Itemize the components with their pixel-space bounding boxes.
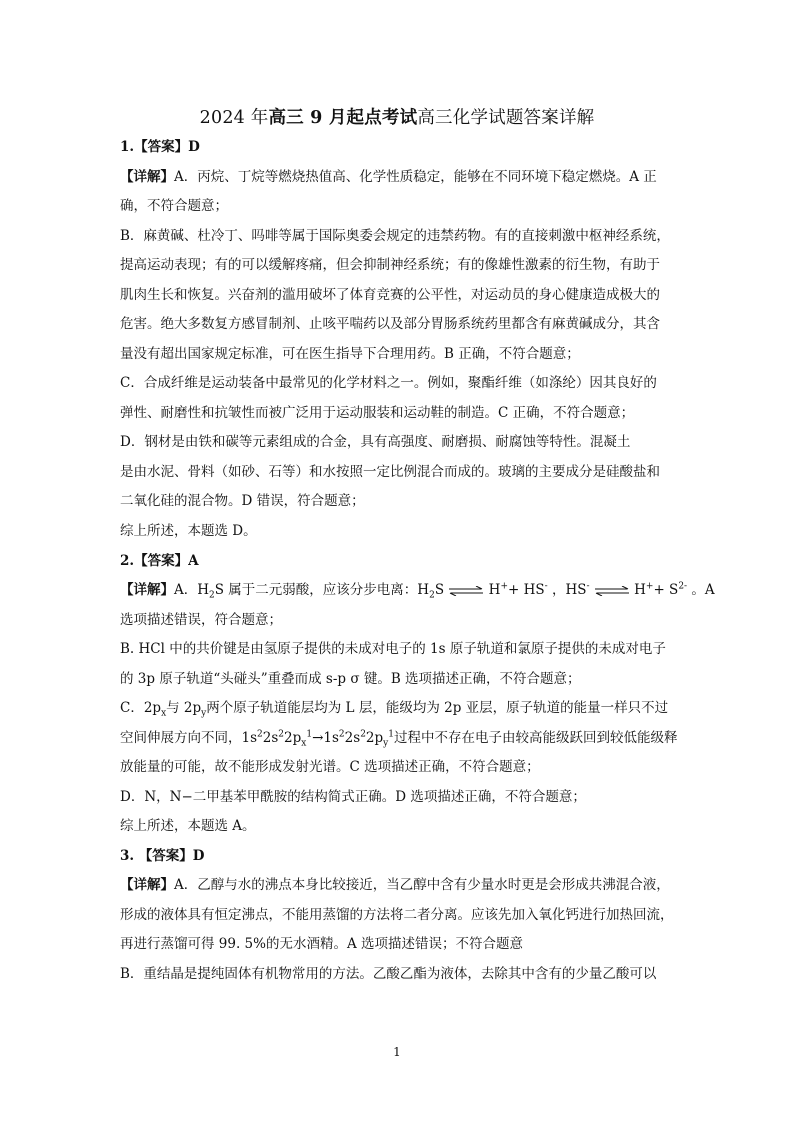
q1-line-1: 【详解】A．丙烷、丁烷等燃烧热值高、化学性质稳定，能够在不同环境下稳定燃烧。A 正	[120, 169, 657, 185]
equilibrium-arrow-icon	[594, 586, 630, 596]
q3-line-4: B．重结晶是提纯固体有机物常用的方法。乙酸乙酯为液体，去除其中含有的少量乙酸可以	[120, 966, 657, 982]
q1-line-4: 提高运动表现；有的可以缓解疼痛，但会抑制神经系统；有的像雄性激素的衍生物，有助于	[120, 257, 660, 273]
q2-line-2: 选项描述错误，符合题意；	[120, 612, 282, 628]
q1-line-3: B．麻黄碱、杜冷丁、吗啡等属于国际奥委会规定的违禁药物。有的直接刺激中枢神经系统，	[120, 228, 670, 244]
q2-detail-label: 【详解】	[120, 582, 174, 598]
q2-line-1: 【详解】A．$H_2S$ 属于二元弱酸，应该分步电离：$H_2S$ H++ HS- ，HS- $H^++ S^{2-}$ 。A	[120, 581, 715, 601]
q1-line-13: 综上所述，本题选 D。	[120, 523, 257, 539]
title-exam: 高三 9 月起点考试	[268, 108, 418, 128]
q3-line-1: 【详解】A．乙醇与水的沸点本身比较接近，当乙醇中含有少量水时更是会形成共沸混合液，	[120, 877, 670, 893]
equilibrium-arrow-icon	[448, 586, 484, 596]
q2-line-4: 的 3p 原子轨道“头碰头”重叠而成 s-p σ 键。B 选项描述正确，不符合题意；	[120, 671, 581, 687]
page-number: 1	[393, 1045, 401, 1059]
q2-line-9: 综上所述，本题选 A。	[120, 818, 256, 834]
title-subject: 高三化学试题答案详解	[417, 108, 595, 128]
q1-line-8: C．合成纤维是运动装备中最常见的化学材料之一。例如，聚酯纤维（如涤纶）因其良好的	[120, 375, 657, 391]
q1-answer: 1.【答案】D	[120, 139, 200, 155]
q1-line-5: 肌肉生长和恢复。兴奋剂的滥用破坏了体育竞赛的公平性，对运动员的身心健康造成极大的	[120, 287, 660, 303]
q1-line-7: 量没有超出国家规定标准，可在医生指导下合理用药。B 正确，不符合题意；	[120, 346, 580, 362]
q2-line-8: D．N，N−二甲基苯甲酰胺的结构简式正确。D 选项描述正确，不符合题意；	[120, 789, 586, 805]
q1-line-9: 弹性、耐磨性和抗皱性而被广泛用于运动服装和运动鞋的制造。C 正确，不符合题意；	[120, 405, 635, 421]
q3-line-2: 形成的液体具有恒定沸点，不能用蒸馏的方法将二者分离。应该先加入氧化钙进行加热回流，	[120, 907, 674, 923]
q1-line-2: 确，不符合题意；	[120, 198, 228, 214]
q1-line-10: D．钢材是由铁和碳等元素组成的合金，具有高强度、耐磨损、耐腐蚀等特性。混凝土	[120, 434, 631, 450]
document-title	[0, 104, 794, 129]
q2-answer: 2.【答案】A	[120, 553, 199, 569]
q2-line-7: 放能量的可能，故不能形成发射光谱。C 选项描述正确，不符合题意；	[120, 759, 540, 775]
q3-detail-label: 【详解】	[120, 877, 174, 893]
title-year: 2024 年	[199, 108, 269, 128]
q2-line-5: C．$2p_x$与 $2p_y$两个原子轨道能层均为 L 层，能级均为 2p 亚层，原子轨道的能量一样只不过	[120, 700, 669, 719]
q1-line-12: 二氧化硅的混合物。D 错误，符合题意；	[120, 493, 365, 509]
q1-line-11: 是由水泥、骨料（如砂、石等）和水按照一定比例混合而成的。玻璃的主要成分是硅酸盐和	[120, 464, 660, 480]
q1-detail-label: 【详解】	[120, 169, 174, 185]
q3-line-3: 再进行蒸馏可得 99. 5%的无水酒精。A 选项描述错误；不符合题意	[120, 936, 524, 952]
q2-line-6: 空间伸展方向不同，$1s^22s^22p_x^1\to 1s^22s^22p_y^1$过程中不存在电子由较高能级跃回到较低能级释	[120, 729, 678, 749]
q1-line-6: 危害。绝大多数复方感冒制剂、止咳平喘药以及部分胃肠系统药里都含有麻黄碱成分，其含	[120, 316, 660, 332]
q3-answer: 3. 【答案】D	[120, 848, 205, 864]
q2-line-3: B. HCl 中的共价键是由氢原子提供的未成对电子的 1s 原子轨道和氯原子提供的未成对电子	[120, 641, 666, 657]
